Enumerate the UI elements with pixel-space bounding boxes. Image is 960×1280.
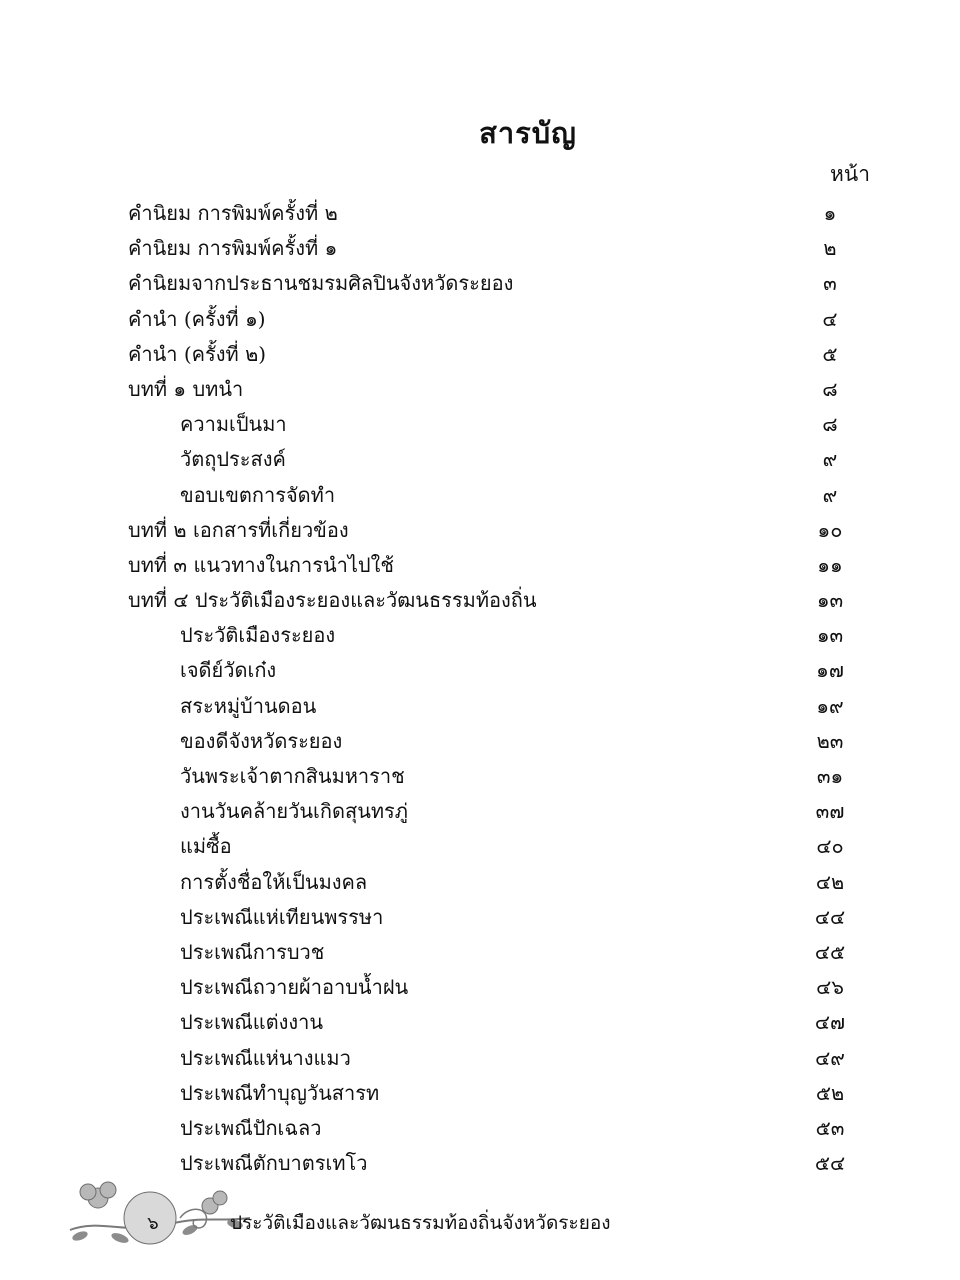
toc-entry xyxy=(0,900,960,935)
toc-entry-page: ๑๓ xyxy=(816,623,844,648)
toc-entry xyxy=(0,653,960,688)
table-of-contents xyxy=(0,196,960,1181)
toc-entry xyxy=(0,583,960,618)
toc-entry-page: ๔๙ xyxy=(815,1045,845,1070)
toc-entry-label: วัตถุประสงค์ xyxy=(180,447,286,472)
toc-entry xyxy=(0,266,960,301)
page-footer xyxy=(60,1178,920,1258)
toc-entry xyxy=(0,794,960,829)
toc-entry-label: ประเพณีทำบุญวันสารท xyxy=(180,1080,380,1105)
toc-entry-page: ๕๒ xyxy=(815,1080,845,1105)
toc-entry xyxy=(0,337,960,372)
toc-entry-label: คำนิยม การพิมพ์ครั้งที่ ๑ xyxy=(128,236,338,261)
toc-entry-page: ๑๐ xyxy=(817,517,843,542)
toc-entry-label: คำนิยม การพิมพ์ครั้งที่ ๒ xyxy=(128,201,338,225)
toc-entry xyxy=(0,1111,960,1146)
toc-entry-page: ๑ xyxy=(823,201,837,225)
toc-entry-label: บทที่ ๑ บทนำ xyxy=(128,376,244,401)
toc-entry xyxy=(0,513,960,548)
footer-page-number: ๖ xyxy=(147,1213,159,1234)
toc-entry-page: ๒๓ xyxy=(816,728,844,753)
toc-entry-label: คำนำ (ครั้งที่ ๒) xyxy=(128,341,267,366)
toc-entry xyxy=(0,618,960,653)
toc-entry-label: วันพระเจ้าตากสินมหาราช xyxy=(180,764,405,788)
toc-entry-label: คำนำ (ครั้งที่ ๑) xyxy=(128,306,266,331)
toc-entry-label: งานวันคล้ายวันเกิดสุนทรภู่ xyxy=(180,799,408,824)
toc-entry-label: ความเป็นมา xyxy=(180,412,287,437)
toc-entry xyxy=(0,1005,960,1040)
toc-entry-label: ประเพณีแต่งงาน xyxy=(180,1010,324,1035)
toc-entry xyxy=(0,1146,960,1181)
toc-entry xyxy=(0,372,960,407)
toc-entry xyxy=(0,478,960,513)
toc-entry xyxy=(0,689,960,724)
page-title: สารบัญ xyxy=(479,116,577,150)
toc-entry-label: บทที่ ๔ ประวัติเมืองระยองและวัฒนธรรมท้องถิ่น xyxy=(128,588,537,613)
toc-entry xyxy=(0,407,960,442)
toc-entry xyxy=(0,970,960,1005)
toc-entry-page: ๔ xyxy=(822,306,838,331)
toc-entry-label: แม่ซื้อ xyxy=(180,834,232,859)
toc-entry-label: ประเพณีปักเฉลว xyxy=(180,1115,322,1140)
toc-entry-page: ๑๑ xyxy=(817,552,843,577)
toc-entry-page: ๔๕ xyxy=(814,939,846,964)
toc-entry xyxy=(0,829,960,864)
toc-entry-page: ๕๔ xyxy=(814,1151,846,1176)
toc-entry-page: ๑๓ xyxy=(816,588,844,613)
toc-entry-page: ๒ xyxy=(823,236,837,261)
toc-entry-label: ประเพณีแห่นางแมว xyxy=(180,1045,351,1070)
toc-entry-label: ประเพณีตักบาตรเทโว xyxy=(180,1151,368,1176)
toc-entry-label: บทที่ ๒ เอกสารที่เกี่ยวข้อง xyxy=(128,517,349,542)
toc-entry xyxy=(0,442,960,477)
toc-entry-page: ๑๙ xyxy=(816,693,844,718)
toc-entry xyxy=(0,196,960,231)
toc-entry-page: ๙ xyxy=(822,482,838,507)
toc-entry-page: ๙ xyxy=(822,447,838,472)
toc-entry-label: ประเพณีถวายผ้าอาบน้ำฝน xyxy=(180,975,409,1000)
toc-entry-label: สระหมู่บ้านดอน xyxy=(180,693,317,718)
toc-entry-page: ๔๒ xyxy=(815,869,845,894)
toc-entry-page: ๔๐ xyxy=(816,834,844,859)
toc-entry-page: ๔๔ xyxy=(814,904,846,929)
toc-entry-label: ขอบเขตการจัดทำ xyxy=(180,482,336,507)
toc-entry-page: ๔๗ xyxy=(814,1010,846,1035)
toc-entry xyxy=(0,865,960,900)
toc-entry xyxy=(0,302,960,337)
toc-entry-page: ๕๓ xyxy=(815,1115,845,1140)
toc-entry xyxy=(0,759,960,794)
toc-entry-label: เจดีย์วัดเก๋ง xyxy=(180,658,277,683)
toc-entry-label: คำนิยมจากประธานชมรมศิลปินจังหวัดระยอง xyxy=(128,271,514,296)
toc-entry-label: ของดีจังหวัดระยอง xyxy=(180,728,343,753)
toc-entry xyxy=(0,724,960,759)
page-column-header: หน้า xyxy=(830,162,870,186)
footer-book-title: ประวัติเมืองและวัฒนธรรมท้องถิ่นจังหวัดระยอง xyxy=(230,1212,611,1234)
toc-entry-page: ๓๑ xyxy=(816,764,844,788)
toc-entry xyxy=(0,548,960,583)
toc-entry xyxy=(0,1041,960,1076)
toc-entry-label: ประวัติเมืองระยอง xyxy=(180,623,336,648)
toc-entry-page: ๘ xyxy=(822,412,838,437)
toc-entry xyxy=(0,1076,960,1111)
toc-entry-page: ๑๗ xyxy=(816,658,844,683)
toc-entry-label: บทที่ ๓ แนวทางในการนำไปใช้ xyxy=(128,552,394,577)
toc-entry-label: การตั้งชื่อให้เป็นมงคล xyxy=(180,869,368,894)
toc-entry-page: ๔๖ xyxy=(816,975,844,1000)
toc-entry-page: ๕ xyxy=(822,341,838,366)
toc-entry-page: ๓ xyxy=(823,271,837,296)
toc-entry-page: ๘ xyxy=(822,376,838,401)
toc-entry xyxy=(0,935,960,970)
toc-entry xyxy=(0,231,960,266)
toc-entry-label: ประเพณีการบวช xyxy=(180,939,325,964)
toc-entry-page: ๓๗ xyxy=(815,799,845,824)
toc-entry-label: ประเพณีแห่เทียนพรรษา xyxy=(180,904,384,929)
